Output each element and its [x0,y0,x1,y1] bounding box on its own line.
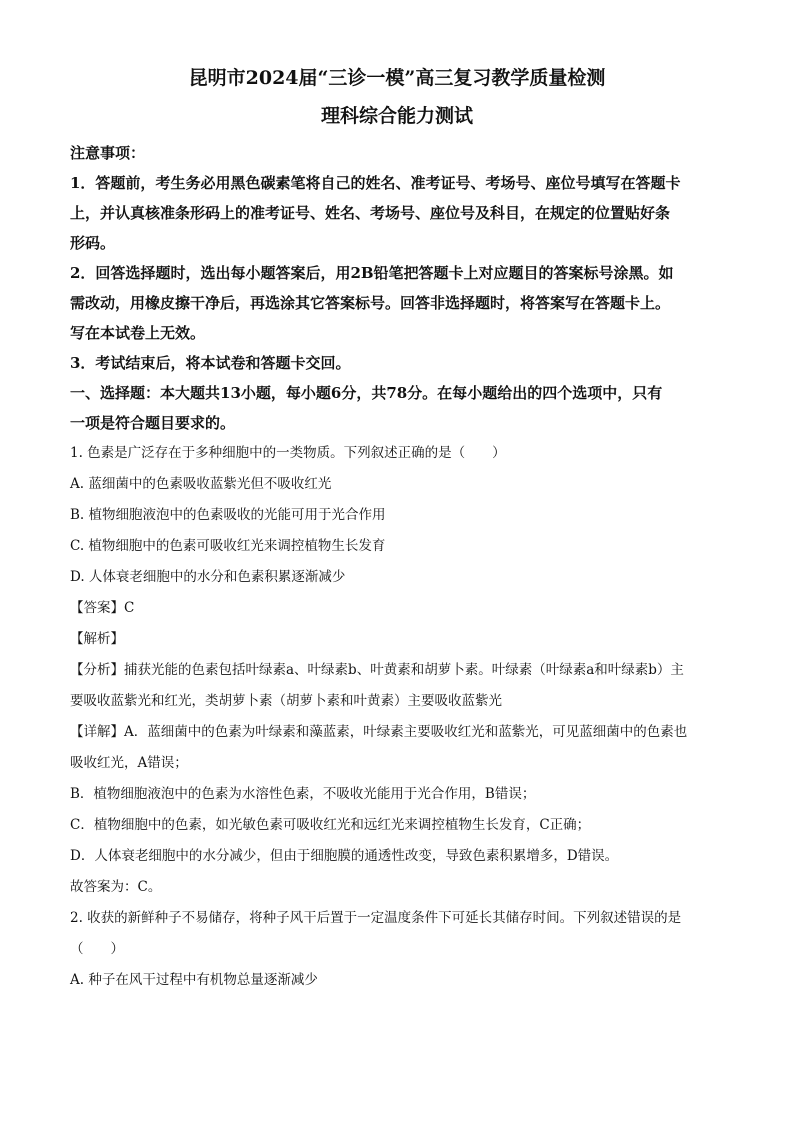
question-1-option-b: B. 植物细胞液泡中的色素吸收的光能可用于光合作用 [70,507,386,523]
notice-line: 3．考试结束后，将本试卷和答题卡交回。 [70,354,351,372]
question-2-stem: 2. 收获的新鲜种子不易储存，将种子风干后置于一定温度条件下可延长其储存时间。下列叙述错误的是 [70,910,682,926]
analysis-line: 故答案为：C。 [70,879,162,895]
question-1-option-c: C. 植物细胞中的色素可吸收红光来调控植物生长发育 [70,538,386,554]
question-2-stem-cont: （ ） [70,941,124,957]
analysis-line: C．植物细胞中的色素，如光敏色素可吸收红光和远红光来调控植物生长发育，C正确； [70,817,591,833]
analysis-line: B．植物细胞液泡中的色素为水溶性色素，不吸收光能用于光合作用，B错误； [70,786,536,802]
notice-line: 写在本试卷上无效。 [70,324,206,342]
section-heading-cont: 一项是符合题目要求的。 [70,414,236,432]
question-1-option-d: D. 人体衰老细胞中的水分和色素积累逐渐减少 [70,569,346,585]
notice-line: 2．回答选择题时，选出每小题答案后，用2B铅笔把答题卡上对应题目的答案标号涂黑。如 [70,264,674,282]
analysis-line: 【详解】A．蓝细菌中的色素为叶绿素和藻蓝素，叶绿素主要吸收红光和蓝紫光，可见蓝细菌中的色素也 [70,724,688,740]
notice-line: 1．答题前，考生务必用黑色碳素笔将自己的姓名、准考证号、考场号、座位号填写在答题卡 [70,174,681,192]
question-1-analysis-label: 【解析】 [70,631,124,647]
notice-line: 形码。 [70,234,116,252]
notice-heading: 注意事项： [70,144,146,162]
question-1-answer: 【答案】C [70,600,135,616]
notice-line: 需改动，用橡皮擦干净后，再选涂其它答案标号。回答非选择题时，将答案写在答题卡上。 [70,294,671,312]
analysis-line: 要吸收蓝紫光和红光，类胡萝卜素（胡萝卜素和叶黄素）主要吸收蓝紫光 [70,693,502,709]
analysis-line: D．人体衰老细胞中的水分减少，但由于细胞膜的通透性改变，导致色素积累增多，D错误。 [70,848,619,864]
analysis-line: 【分析】捕获光能的色素包括叶绿素a、叶绿素b、叶黄素和胡萝卜素。叶绿素（叶绿素a和叶绿素b）主 [70,662,684,678]
page-title: 昆明市2024届“三诊一模”高三复习教学质量检测 [188,67,606,89]
question-1-option-a: A. 蓝细菌中的色素吸收蓝紫光但不吸收红光 [70,476,332,492]
question-2-option-a: A. 种子在风干过程中有机物总量逐渐减少 [70,972,318,988]
analysis-line: 吸收红光，A错误； [70,755,188,771]
section-heading: 一、选择题：本大题共13小题，每小题6分，共78分。在每小题给出的四个选项中，只有 [70,384,663,402]
notice-line: 上，并认真核准条形码上的准考证号、姓名、考场号、座位号及科目，在规定的位置贴好条 [70,204,671,222]
question-1-stem: 1. 色素是广泛存在于多种细胞中的一类物质。下列叙述正确的是（ ） [70,445,506,461]
page-subtitle: 理科综合能力测试 [320,105,473,127]
